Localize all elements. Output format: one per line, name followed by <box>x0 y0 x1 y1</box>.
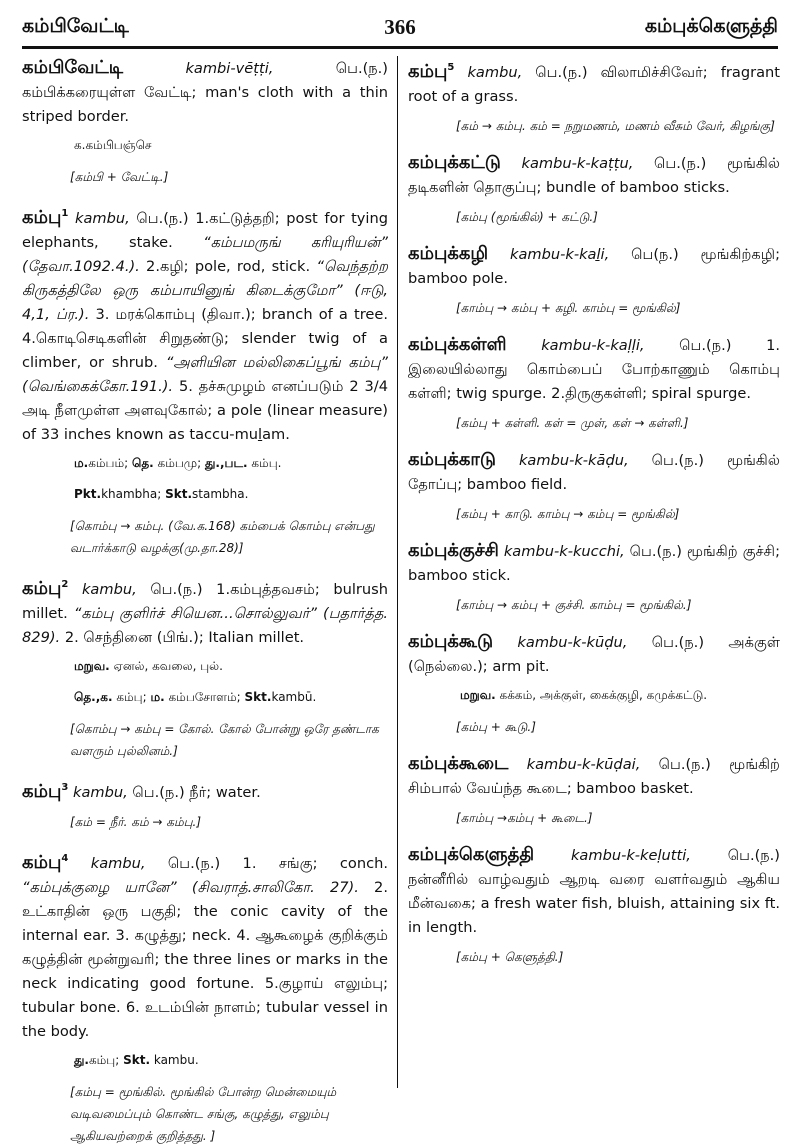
definition-part: பெ.(ந.) 1. சங்கு; conch. <box>145 855 388 872</box>
cognate-line: ம.கம்பம்; தெ. கம்பமு; து.,பட. கம்பு. <box>74 456 282 470</box>
right-column <box>408 56 780 1090</box>
definition-part: பெ.(ந.) 1.கம்புத்தவசம்; bulrush millet. <box>22 581 388 622</box>
definition-part: 2. செந்தினை (பிங்.); Italian millet. <box>60 629 305 646</box>
definition: பெ.(ந.) மூங்கிற் குச்சி; bamboo stick. <box>408 543 781 584</box>
transliteration: kambu-k-kāḍu, <box>518 452 629 469</box>
entry-kambukkadu <box>408 448 780 525</box>
definition: பெ(ந.) மூங்கிற்கழி; bamboo pole. <box>408 246 781 287</box>
transliteration: kambu-k-kaḻi, <box>510 246 610 263</box>
etymology: [கம்பு (மூங்கில்) + கட்டு.] <box>456 210 598 224</box>
transliteration: kambu-k-kaḷḷi, <box>541 337 645 354</box>
definition: பெ.(ந.) மூங்கில் தடிகளின் தொகுப்பு; bundle of bamboo sticks. <box>408 155 781 196</box>
entry-kambukkelutti <box>408 843 780 968</box>
column-divider <box>397 56 398 1088</box>
loan-line: Pkt.khambha; Skt.stambha. <box>74 487 249 501</box>
cognate-line: தெ.,க. கம்பு; ம. கம்பசோளம்; Skt.kambū. <box>74 690 317 704</box>
etymology: [கம்பு + காடு. காம்பு → கம்பு = மூங்கில்] <box>456 507 680 521</box>
etymology: [கொம்பு → கம்பு. (வே.க.168) கம்பைக் கொம்பு என்பது வடார்க்காடு வழக்கு(மு.தா.28)] <box>70 519 375 555</box>
definition: பெ.(ந.) மூங்கிற் சிம்பால் வேய்ந்த கூடை; bamboo basket. <box>408 756 780 797</box>
etymology: [காம்பு → கம்பு + கழி. காம்பு = மூங்கில்] <box>456 301 681 315</box>
headword: கம்பு$^4$ <box>22 852 69 873</box>
definition-part: 5. தச்சுமுழம் எனப்படும் 2 3/4 அடி நீளமுள்ள அளவுகோல்; a pole (linear measure) of 33 inches known as taccu-muḻam. <box>22 378 388 443</box>
definition: பெ.(ந.) விலாமிச்சிவேர்; fragrant root of a grass. <box>408 64 781 105</box>
transliteration: kambu, <box>73 784 128 801</box>
left-column <box>22 56 388 1143</box>
definition: பெ.(ந.) மூங்கில் தோப்பு; bamboo field. <box>408 452 780 493</box>
headword: கம்பு$^5$ <box>408 61 455 82</box>
etymology: [கம்பு = மூங்கில். மூங்கில் போன்ற மென்மையும் வடிவமைப்பும் கொண்ட சங்கு, கழுத்து, எலும்பு ஆகியவற்றைக் குறித்தது. ] <box>70 1085 337 1143</box>
headword: கம்பிவேட்டி <box>22 57 124 78</box>
etymology: [கம்பி + வேட்டி.] <box>70 170 169 184</box>
etymology: [கம்பு + கெளுத்தி.] <box>456 950 564 964</box>
headword: கம்புக்காடு <box>408 449 496 470</box>
headword: கம்பு$^3$ <box>22 781 69 802</box>
citation: “வெந்தற்ற கிருகத்திலே ஒரு கம்பாயினுங் கிடைக்குமோ” (ஈடு, 4,1, ப்ர.). <box>22 258 388 323</box>
etymology: [கம்பு + கள்ளி. கள் = முள், கள் → கள்ளி.] <box>456 416 689 430</box>
headword: கம்புக்கட்டு <box>408 152 501 173</box>
definition: பெ.(ந.) நன்னீரில் வாழ்வதும் ஆறடி வரை வளர்வதும் ஆகிய மீன்வகை; a fresh water fish, bluish, attaining six ft. in length. <box>408 847 781 936</box>
etymology: [காம்பு →கம்பு + கூடை.] <box>456 811 593 825</box>
headword: கம்புக்கழி <box>408 243 489 264</box>
citation: “கம்புக்குழை யானே” (சிவராத்.சாலிகோ. 27). <box>22 879 359 896</box>
entry-kambukkattu <box>408 151 780 228</box>
citation: “கம்பமருங் கரியுரியன்” (தேவா.1092.4.). <box>22 234 388 275</box>
citation: “அளியின மல்லிகைப்பூங் கம்பு” (வெங்கைக்கோ.191.). <box>22 354 388 395</box>
headword: கம்பு$^2$ <box>22 578 69 599</box>
etymology: [கம் = நீர். கம் → கம்பு.] <box>70 815 202 829</box>
transliteration: kambu, <box>75 210 130 227</box>
headword: கம்புக்கூடை <box>408 753 509 774</box>
entry-kambukkucchi <box>408 539 780 616</box>
entry-kambivetti <box>22 56 388 188</box>
transliteration: kambu, <box>90 855 146 872</box>
etymology: [காம்பு → கம்பு + குச்சி. காம்பு = மூங்கில்.] <box>456 598 692 612</box>
cognate-line: க.கம்பிபஞ்செ <box>74 138 152 152</box>
definition-part: 2. உட்காதின் ஒரு பகுதி; the conic cavity of the internal ear. 3. கழுத்து; neck. 4. ஆகூழைக் குறிக்கும் கழுத்தின் மூன்றுவரி; the three lines or marks in the neck indicating good fortune. 5.குழாய் எலும்பு; tubular bone. 6. உடம்பின் நாளம்; tubular vessel in the body. <box>22 879 388 1040</box>
page-number: 366 <box>384 14 416 39</box>
definition-part: பெ.(ந.) 1.கட்டுத்தறி; post for tying elephants, stake. <box>22 210 388 251</box>
guide-word-right: கம்புக்கெளுத்தி <box>644 14 778 37</box>
etymology: [கம் → கம்பு. கம் = நறுமணம், மணம் வீசும் வேர், கிழங்கு] <box>456 119 775 133</box>
synonym-line: மறுவ. கக்கம், அக்குள், கைக்குழி, கமுக்கட்டு. <box>460 688 708 702</box>
transliteration: kambu-k-kūḍu, <box>517 634 628 651</box>
entry-kambu-2 <box>22 573 388 762</box>
headword: கம்புக்குச்சி <box>408 540 499 561</box>
entry-kambu-5 <box>408 56 780 137</box>
transliteration: kambu-k-keḷutti, <box>570 847 691 864</box>
guide-word-left: கம்பிவேட்டி <box>22 14 129 37</box>
headword: கம்பு$^1$ <box>22 207 69 228</box>
entry-kambukkudai <box>408 752 780 829</box>
synonym-line: மறுவ. ஏனல், கவலை, புல். <box>74 659 223 673</box>
cognate-line: து.கம்பு; Skt. kambu. <box>74 1053 199 1067</box>
headword: கம்புக்கூடு <box>408 631 494 652</box>
transliteration: kambu-k-kaṭṭu, <box>521 155 634 172</box>
definition-part: 3. மரக்கொம்பு (திவா.); branch of a tree. 4.கொடிசெடிகளின் சிறுதண்டு; slender twig of a climber, or shrub. <box>22 306 388 371</box>
definition: பெ.(ந.) 1. இலையில்லாது கொம்பைப் போற்காணும் கொம்பு கள்ளி; twig spurge. 2.திருகுகள்ளி; spiral spurge. <box>408 337 781 402</box>
entry-kambu-3 <box>22 776 388 833</box>
transliteration: kambi-vēṭṭi, <box>185 60 274 77</box>
entry-kambu-4 <box>22 847 388 1147</box>
headword: கம்புக்கெளுத்தி <box>408 844 535 865</box>
entry-kambukkalli <box>408 333 780 434</box>
etymology: [கொம்பு → கம்பு = கோல். கோல் போன்று ஒரே தண்டாக வளரும் புல்லினம்.] <box>70 722 379 758</box>
headword: கம்புக்கள்ளி <box>408 334 507 355</box>
etymology: [கம்பு + கூடு.] <box>456 720 536 734</box>
transliteration: kambu, <box>467 64 523 81</box>
citation: “கம்பு குளிர்ச் சியென...சொல்லுவர்” (பதார்த்த. 829). <box>22 605 388 646</box>
entry-kambu-1 <box>22 202 388 559</box>
definition: பெ.(ந.) நீர்; water. <box>127 784 261 801</box>
entry-kambukkazhi <box>408 242 780 319</box>
entry-kambukkudu <box>408 630 780 738</box>
running-head <box>22 8 778 49</box>
transliteration: kambu, <box>81 581 137 598</box>
definition: பெ.(ந.) கம்பிக்கரையுள்ள வேட்டி; man's cloth with a thin striped border. <box>22 60 388 125</box>
transliteration: kambu-k-kucchi, <box>503 543 625 560</box>
transliteration: kambu-k-kūḍai, <box>526 756 641 773</box>
definition: பெ.(ந.) அக்குள் (நெல்லை.); arm pit. <box>408 634 780 675</box>
definition-part: 2.கழி; pole, rod, stick. <box>139 258 317 275</box>
